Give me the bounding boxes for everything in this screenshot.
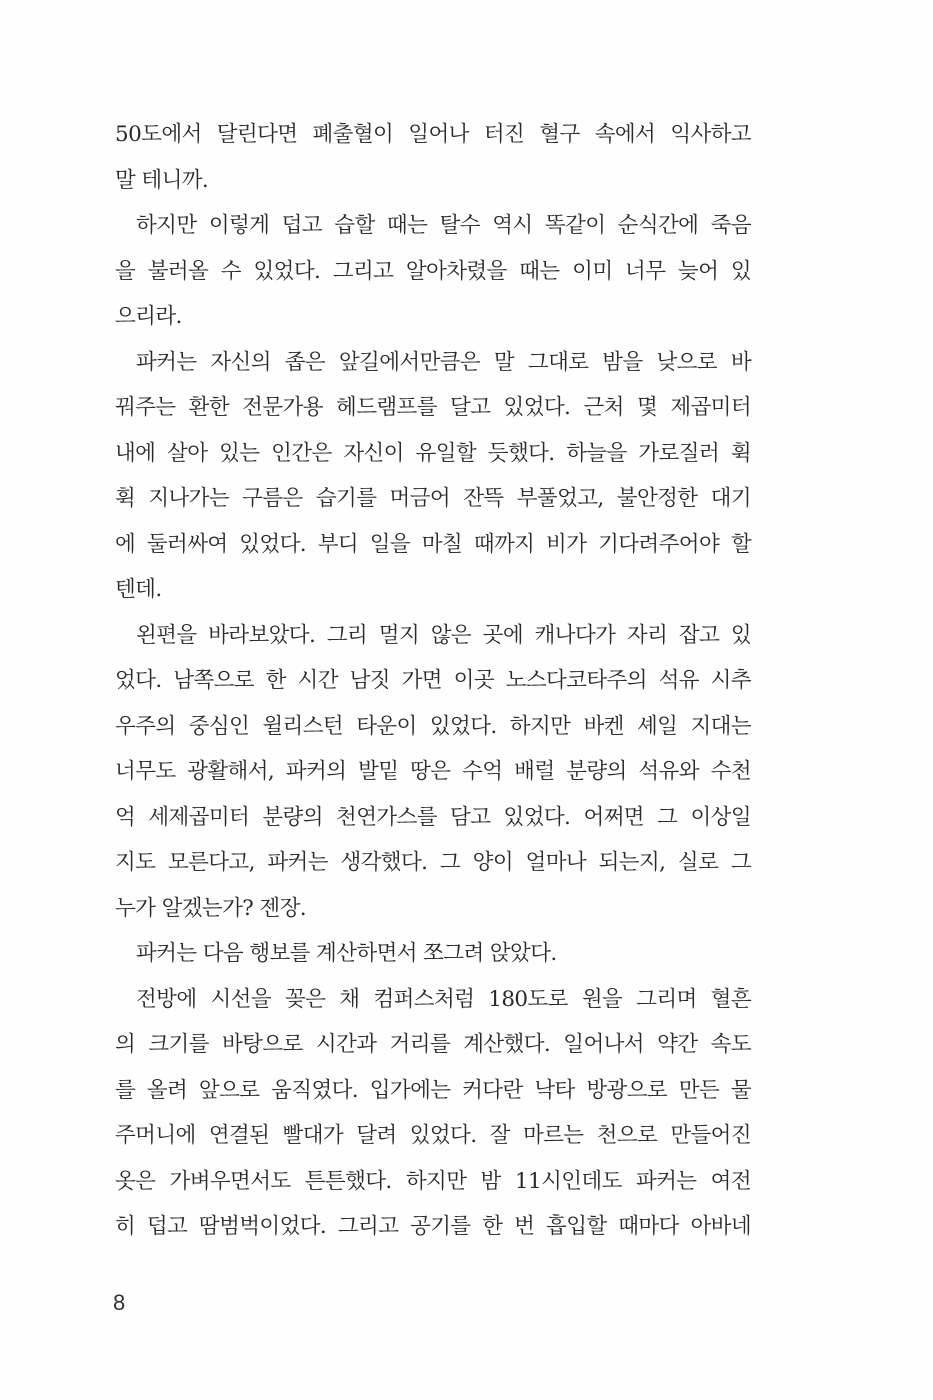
text-line: 텐데.	[115, 577, 162, 602]
text-line: 꿔주는 환한 전문가용 헤드램프를 달고 있었다. 근처 몇 제곱미터	[115, 395, 751, 420]
text-line: 파커는 다음 행보를 계산하면서 쪼그려 앉았다.	[136, 941, 557, 966]
text-line: 휙 지나가는 구름은 습기를 머금어 잔뜩 부풀었고, 불안정한 대기	[115, 486, 751, 511]
text-line: 에 둘러싸여 있었다. 부디 일을 마칠 때까지 비가 기다려주어야 할	[115, 531, 751, 557]
text-line: 내에 살아 있는 인간은 자신이 유일할 듯했다. 하늘을 가로질러 휙	[115, 440, 751, 466]
text-line: 우주의 중심인 윌리스턴 타운이 있었다. 하지만 바켄 셰일 지대는	[115, 713, 751, 739]
body-text	[115, 112, 751, 1250]
text-line: 지도 모른다고, 파커는 생각했다. 그 양이 얼마나 되는지, 실로 그	[115, 850, 751, 875]
text-line: 하지만 이렇게 덥고 습할 때는 탈수 역시 똑같이 순식간에 죽음	[136, 213, 751, 238]
text-line: 었다. 남쪽으로 한 시간 남짓 가면 이곳 노스다코타주의 석유 시추	[115, 668, 751, 693]
text-line: 너무도 광활해서, 파커의 발밑 땅은 수억 배럴 분량의 석유와 수천	[115, 759, 751, 784]
text-line: 주머니에 연결된 빨대가 달려 있었다. 잘 마르는 천으로 만들어진	[115, 1123, 751, 1148]
text-line: 말 테니까.	[115, 167, 209, 193]
text-line: 누가 알겠는가? 젠장.	[115, 895, 306, 921]
text-line: 파커는 자신의 좁은 앞길에서만큼은 말 그대로 밤을 낮으로 바	[136, 349, 751, 375]
text-line: 50도에서 달린다면 폐출혈이 일어나 터진 혈구 속에서 익사하고	[115, 122, 751, 147]
text-line: 를 올려 앞으로 움직였다. 입가에는 커다란 낙타 방광으로 만든 물	[115, 1077, 751, 1103]
text-line: 억 세제곱미터 분량의 천연가스를 담고 있었다. 어쩌면 그 이상일	[115, 804, 751, 830]
text-line: 전방에 시선을 꽂은 채 컴퍼스처럼 180도로 원을 그리며 혈흔	[136, 986, 751, 1012]
text-line: 을 불러올 수 있었다. 그리고 알아차렸을 때는 이미 너무 늦어 있	[115, 258, 751, 284]
text-line: 의 크기를 바탕으로 시간과 거리를 계산했다. 일어나서 약간 속도	[115, 1032, 751, 1057]
text-line: 히 덥고 땀범벅이었다. 그리고 공기를 한 번 흡입할 때마다 아바네	[115, 1214, 751, 1239]
text-line: 왼편을 바라보았다. 그리 멀지 않은 곳에 캐나다가 자리 잡고 있	[136, 622, 751, 648]
text-line: 으리라.	[115, 304, 182, 329]
page-number: 8	[113, 1290, 126, 1315]
text-line: 옷은 가벼우면서도 튼튼했다. 하지만 밤 11시인데도 파커는 여전	[115, 1168, 751, 1194]
